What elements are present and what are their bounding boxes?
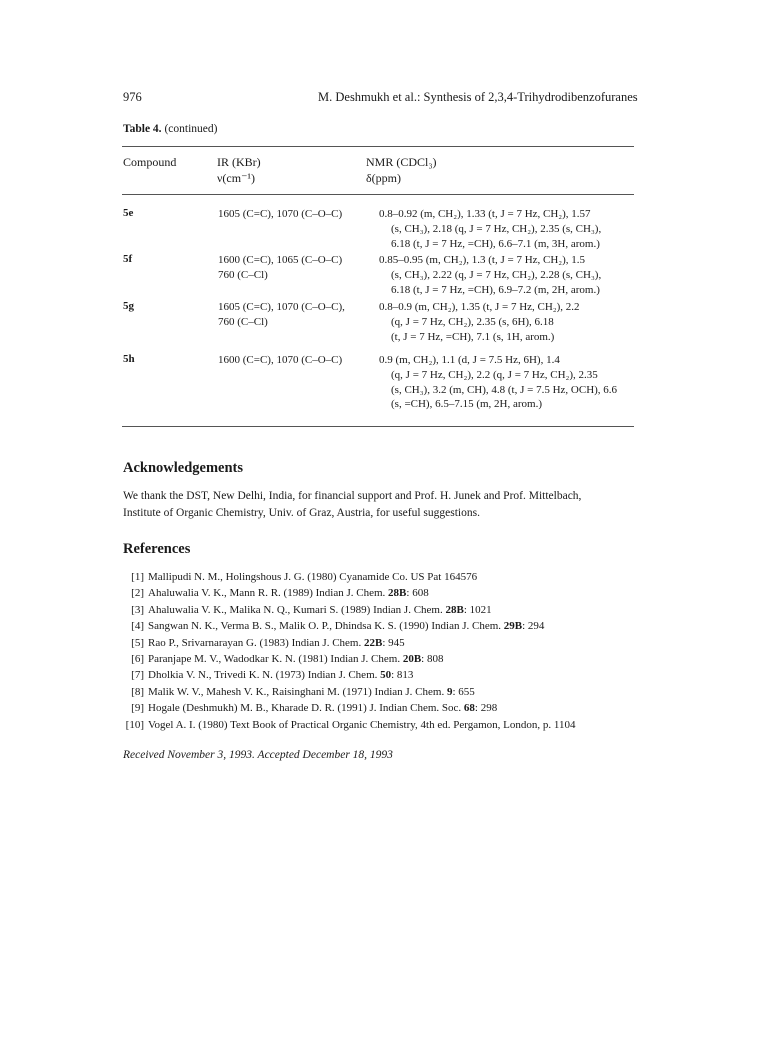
ir-5g: 1605 (C=C), 1070 (C–O–C), 760 (C–Cl) (218, 301, 345, 328)
column-header-nmr: NMR (CDCl₃) δ(ppm) (366, 155, 437, 185)
page-number: 976 (123, 90, 142, 104)
acknowledgements-heading: Acknowledgements (123, 460, 244, 476)
running-header: M. Deshmukh et al.: Synthesis of 2,3,4-Trihydrodibenzofuranes (318, 90, 638, 104)
column-header-ir: IR (KBr) ν(cm⁻¹) (217, 155, 261, 185)
table-top-rule (122, 146, 634, 147)
reference-item: [8] Malik W. V., Mahesh V. K., Raisinghani M. (1971) Indian J. Chem. 9: 655 (131, 685, 475, 698)
reference-item: [4] Sangwan N. K., Verma B. S., Malik O. P., Dhindsa K. S. (1990) Indian J. Chem. 29B: 294 (131, 620, 545, 633)
column-header-compound: Compound (123, 155, 177, 169)
table-caption (123, 123, 217, 135)
reference-item: [5] Rao P., Srivarnarayan G. (1983) Indian J. Chem. 22B: 945 (131, 636, 405, 649)
table-continued: (continued) (164, 123, 218, 135)
compound-5e: 5e (123, 207, 134, 219)
reference-item: [3] Ahaluwalia V. K., Malika N. Q., Kumari S. (1989) Indian J. Chem. 28B: 1021 (131, 603, 492, 616)
reference-item: [10] Vogel A. I. (1980) Text Book of Practical Organic Chemistry, 4th ed. Pergamon, London, p. 1104 (125, 718, 576, 731)
nmr-5h: 0.9 (m, CH₂), 1.1 (d, J = 7.5 Hz, 6H), 1.4 (q, J = 7 Hz, CH₂), 2.2 (q, J = 7 Hz, CH₂), 2.35 (s, CH₃), 3.2 (m, CH), 4.8 (t, J = 7.5 Hz, OCH), 6.6 (s, =CH), 6.5–7.15 (m, 2H, arom.) (379, 354, 618, 411)
ir-5h: 1600 (C=C), 1070 (C–O–C) (218, 354, 343, 366)
acknowledgements-text: We thank the DST, New Delhi, India, for financial support and Prof. H. Junek and Prof. Mittelbach, Institute of Organic Chemistry, Univ. of Graz, Austria, for useful suggestions. (123, 490, 582, 519)
reference-item: [9] Hogale (Deshmukh) M. B., Kharade D. R. (1991) J. Indian Chem. Soc. 68: 298 (131, 702, 498, 715)
reference-item: [7] Dholkia V. N., Trivedi K. N. (1973) Indian J. Chem. 50: 813 (131, 669, 414, 682)
nmr-5g: 0.8–0.9 (m, CH₂), 1.35 (t, J = 7 Hz, CH₂), 2.2 (q, J = 7 Hz, CH₂), 2.35 (s, 6H), 6.18 (t, J = 7 Hz, =CH), 7.1 (s, 1H, arom.) (379, 301, 580, 343)
ir-5f: 1600 (C=C), 1065 (C–O–C) 760 (C–Cl) (218, 254, 343, 281)
compound-5g: 5g (123, 300, 134, 312)
reference-item: [2] Ahaluwalia V. K., Mann R. R. (1989) Indian J. Chem. 28B: 608 (131, 587, 429, 600)
reference-list (120, 569, 575, 733)
compound-5h: 5h (123, 353, 135, 365)
received-accepted-dates: Received November 3, 1993. Accepted December 18, 1993 (123, 749, 393, 761)
reference-item: [1] Mallipudi N. M., Holingshous J. G. (1980) Cyanamide Co. US Pat 164576 (131, 571, 478, 583)
reference-item: [6] Paranjape M. V., Wadodkar K. N. (1981) Indian J. Chem. 20B: 808 (131, 653, 444, 666)
table-label: Table 4. (123, 123, 162, 135)
compound-5f: 5f (123, 253, 133, 265)
nmr-5e: 0.8–0.92 (m, CH₂), 1.33 (t, J = 7 Hz, CH₂), 1.57 (s, CH₃), 2.18 (q, J = 7 Hz, CH₂), 2.35 (s, CH₃), 6.18 (t, J = 7 Hz, =CH), 6.6–7.1 (m, 3H, arom.) (379, 208, 602, 250)
ir-5e: 1605 (C=C), 1070 (C–O–C) (218, 208, 343, 220)
table-header-rule (122, 194, 634, 195)
nmr-5f: 0.85–0.95 (m, CH₂), 1.3 (t, J = 7 Hz, CH₂), 1.5 (s, CH₃), 2.22 (q, J = 7 Hz, CH₂), 2.28 (s, CH₃), 6.18 (t, J = 7 Hz, =CH), 6.9–7.2 (m, 2H, arom.) (379, 254, 602, 296)
table-bottom-rule (122, 426, 634, 427)
references-heading: References (123, 541, 191, 557)
